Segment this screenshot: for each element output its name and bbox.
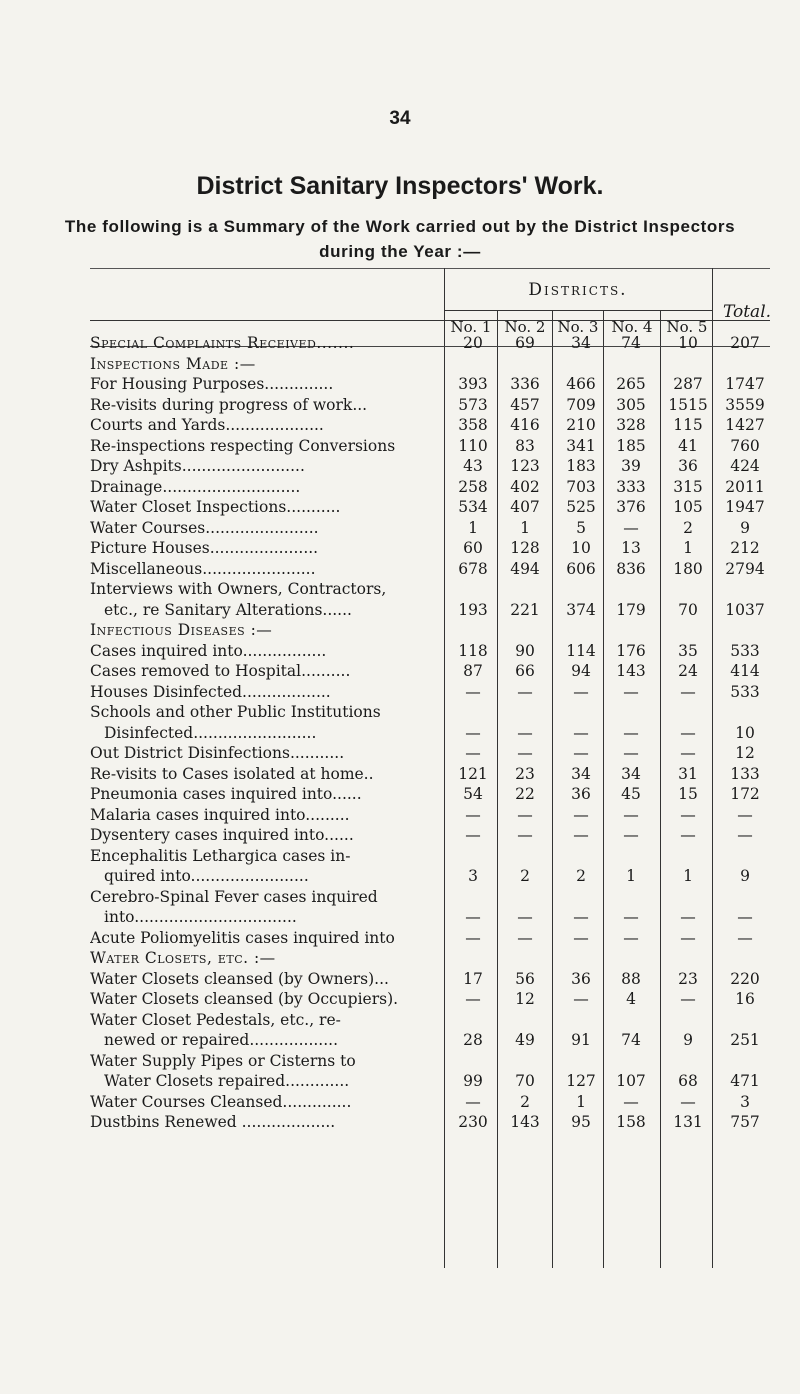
- row-value: 24: [678, 662, 698, 680]
- row-value: —: [573, 682, 589, 701]
- row-total: 1747: [725, 375, 765, 393]
- page-subtitle: The following is a Summary of the Work carried out by the District Inspectors during the Year :—: [64, 217, 736, 261]
- row-value: —: [573, 744, 589, 762]
- row-total: 10: [735, 723, 755, 742]
- row-label: Out District Disinfections...........: [90, 744, 345, 762]
- row-label: Cases inquired into.................: [90, 641, 327, 660]
- row-value: 114: [566, 641, 596, 660]
- row-value: 88: [621, 969, 641, 988]
- row-total: 414: [730, 662, 760, 680]
- row-total: 424: [730, 457, 760, 475]
- row-total: 757: [730, 1113, 760, 1131]
- table-top-rule: [90, 268, 770, 269]
- row-total: 12: [735, 744, 755, 762]
- row-value: 123: [510, 457, 540, 475]
- row-value: 39: [621, 457, 641, 475]
- row-value: —: [680, 990, 696, 1008]
- row-value: —: [573, 990, 589, 1008]
- row-value: —: [573, 908, 589, 926]
- row-value: —: [680, 744, 696, 762]
- row-total: 212: [730, 539, 760, 557]
- row-value: 107: [616, 1072, 646, 1090]
- row-label: Water Closet Inspections...........: [90, 498, 341, 516]
- row-value: 1: [683, 867, 693, 885]
- row-total: 3: [740, 1092, 750, 1111]
- row-value: —: [465, 682, 481, 701]
- row-value: —: [517, 744, 533, 762]
- row-total: 133: [730, 764, 760, 783]
- row-value: 158: [616, 1113, 646, 1131]
- row-value: —: [623, 1092, 639, 1111]
- row-label: Infectious Diseases :—: [90, 621, 273, 639]
- row-value: 305: [616, 395, 646, 414]
- row-value: 23: [515, 764, 535, 783]
- row-value: 121: [458, 764, 488, 783]
- column-header-no2: No. 2: [504, 318, 546, 336]
- row-label: Disinfected.........................: [104, 723, 317, 742]
- row-value: —: [623, 682, 639, 701]
- row-value: 15: [678, 785, 698, 803]
- row-total: 172: [730, 785, 760, 803]
- column-header-no3: No. 3: [557, 318, 599, 336]
- row-value: 341: [566, 436, 596, 455]
- row-value: 4: [626, 990, 636, 1008]
- row-value: 105: [673, 498, 703, 516]
- row-label: Re-inspections respecting Conversions: [90, 436, 396, 455]
- row-value: 183: [566, 457, 596, 475]
- row-label: newed or repaired..................: [104, 1031, 339, 1049]
- row-value: —: [680, 928, 696, 947]
- row-label: Interviews with Owners, Contractors,: [90, 580, 387, 598]
- row-value: 328: [616, 416, 646, 434]
- row-value: 494: [510, 559, 540, 578]
- row-label: Dry Ashpits.........................: [90, 457, 305, 475]
- row-value: —: [465, 990, 481, 1008]
- row-value: 179: [616, 600, 646, 619]
- row-label: Drainage............................: [90, 477, 301, 496]
- row-label: Re-visits to Cases isolated at home..: [90, 764, 374, 783]
- row-label: Water Courses.......................: [90, 518, 319, 537]
- row-value: 43: [463, 457, 483, 475]
- row-value: —: [623, 908, 639, 926]
- row-value: —: [680, 723, 696, 742]
- row-label: Malaria cases inquired into.........: [90, 805, 350, 824]
- row-value: 2: [576, 867, 586, 885]
- column-rule: [660, 310, 661, 1268]
- row-label: Acute Poliomyelitis cases inquired into: [90, 928, 395, 947]
- row-total: 471: [730, 1072, 760, 1090]
- row-value: —: [573, 928, 589, 947]
- row-value: 9: [683, 1031, 693, 1049]
- row-value: 118: [458, 641, 488, 660]
- row-value: 258: [458, 477, 488, 496]
- row-value: 407: [510, 498, 540, 516]
- row-value: —: [680, 826, 696, 844]
- row-value: 36: [571, 785, 591, 803]
- row-label: For Housing Purposes..............: [90, 375, 334, 393]
- row-total: 9: [740, 518, 750, 537]
- row-label: Water Closet Pedestals, etc., re-: [90, 1010, 341, 1029]
- row-value: 287: [673, 375, 703, 393]
- row-value: —: [623, 928, 639, 947]
- row-value: 2: [520, 867, 530, 885]
- row-value: 41: [678, 436, 698, 455]
- row-value: 10: [678, 334, 698, 352]
- column-header-no5: No. 5: [666, 318, 708, 336]
- row-value: —: [623, 518, 639, 537]
- row-value: 143: [616, 662, 646, 680]
- row-label: Dustbins Renewed ...................: [90, 1113, 336, 1131]
- page-title: District Sanitary Inspectors' Work.: [196, 172, 604, 200]
- row-total: 251: [730, 1031, 760, 1049]
- row-value: 836: [616, 559, 646, 578]
- row-value: —: [465, 1092, 481, 1111]
- row-label: Water Closets, etc. :—: [90, 949, 276, 967]
- column-rule: [444, 268, 445, 1268]
- row-value: 54: [463, 785, 483, 803]
- row-value: 22: [515, 785, 535, 803]
- row-value: —: [573, 805, 589, 824]
- row-value: 374: [566, 600, 596, 619]
- row-value: 1: [520, 518, 530, 537]
- row-value: 393: [458, 375, 488, 393]
- row-value: —: [680, 1092, 696, 1111]
- row-value: 176: [616, 641, 646, 660]
- row-value: 2: [520, 1092, 530, 1111]
- row-value: 128: [510, 539, 540, 557]
- row-value: 221: [510, 600, 540, 619]
- row-value: 525: [566, 498, 596, 516]
- row-label: Water Closets cleansed (by Occupiers).: [90, 990, 399, 1008]
- row-value: —: [517, 723, 533, 742]
- row-value: 110: [458, 436, 488, 455]
- row-value: 83: [515, 436, 535, 455]
- row-value: 90: [515, 641, 535, 660]
- row-label: Cases removed to Hospital..........: [90, 662, 351, 680]
- row-value: 36: [571, 969, 591, 988]
- row-value: 87: [463, 662, 483, 680]
- row-value: —: [517, 826, 533, 844]
- row-value: —: [517, 928, 533, 947]
- row-value: 1: [626, 867, 636, 885]
- row-label: Picture Houses......................: [90, 539, 319, 557]
- districts-header: Districts.: [528, 280, 628, 300]
- row-value: 34: [571, 764, 591, 783]
- row-label: Houses Disinfected..................: [90, 682, 331, 701]
- row-value: 23: [678, 969, 698, 988]
- row-total: 220: [730, 969, 760, 988]
- row-value: 180: [673, 559, 703, 578]
- row-value: 74: [621, 1031, 641, 1049]
- row-value: 66: [515, 662, 535, 680]
- row-value: —: [680, 908, 696, 926]
- row-total: 760: [730, 436, 760, 455]
- row-value: 49: [515, 1031, 535, 1049]
- row-value: 45: [621, 785, 641, 803]
- row-value: 13: [621, 539, 641, 557]
- column-header-no1: No. 1: [450, 318, 492, 336]
- row-value: —: [573, 826, 589, 844]
- total-header: Total.: [722, 302, 772, 322]
- row-label: Water Closets repaired.............: [104, 1072, 350, 1090]
- page-number: 34: [389, 108, 411, 129]
- row-value: —: [573, 723, 589, 742]
- row-label: Re-visits during progress of work...: [90, 395, 368, 414]
- row-value: 28: [463, 1031, 483, 1049]
- row-total: —: [737, 908, 753, 926]
- row-value: 94: [571, 662, 591, 680]
- row-value: 143: [510, 1113, 540, 1131]
- row-total: 2011: [725, 477, 765, 496]
- row-value: 95: [571, 1113, 591, 1131]
- row-value: 127: [566, 1072, 596, 1090]
- row-value: 34: [571, 334, 591, 352]
- row-label: Inspections Made :—: [90, 354, 256, 373]
- row-total: 2794: [725, 559, 765, 578]
- row-label: Miscellaneous.......................: [90, 559, 316, 578]
- row-value: —: [465, 744, 481, 762]
- row-value: —: [623, 744, 639, 762]
- row-value: 99: [463, 1072, 483, 1090]
- row-value: 10: [571, 539, 591, 557]
- row-value: 68: [678, 1072, 698, 1090]
- row-value: 402: [510, 477, 540, 496]
- row-value: —: [623, 723, 639, 742]
- row-total: 533: [730, 682, 760, 701]
- row-value: 185: [616, 436, 646, 455]
- row-value: 60: [463, 539, 483, 557]
- row-value: —: [465, 826, 481, 844]
- row-value: 606: [566, 559, 596, 578]
- row-value: 376: [616, 498, 646, 516]
- row-value: 35: [678, 641, 698, 660]
- row-total: —: [737, 805, 753, 824]
- row-value: 34: [621, 764, 641, 783]
- row-total: 1037: [725, 600, 765, 619]
- row-total: 9: [740, 867, 750, 885]
- row-value: —: [680, 805, 696, 824]
- row-value: —: [623, 826, 639, 844]
- row-value: 333: [616, 477, 646, 496]
- row-label: quired into........................: [104, 867, 309, 885]
- row-value: 70: [678, 600, 698, 619]
- row-label: Schools and other Public Institutions: [90, 703, 381, 721]
- row-value: 265: [616, 375, 646, 393]
- row-label: Courts and Yards....................: [90, 416, 324, 434]
- row-value: 315: [673, 477, 703, 496]
- row-value: 573: [458, 395, 488, 414]
- row-value: 678: [458, 559, 488, 578]
- row-label: into.................................: [104, 908, 297, 926]
- row-value: —: [623, 805, 639, 824]
- row-value: 534: [458, 498, 488, 516]
- row-value: 115: [673, 416, 703, 434]
- row-total: 1427: [725, 416, 765, 434]
- row-value: —: [465, 723, 481, 742]
- column-rule: [552, 310, 553, 1268]
- row-value: 91: [571, 1031, 591, 1049]
- row-value: 466: [566, 375, 596, 393]
- row-total: —: [737, 826, 753, 844]
- row-value: 336: [510, 375, 540, 393]
- row-value: 1: [683, 539, 693, 557]
- row-label: Pneumonia cases inquired into......: [90, 785, 362, 803]
- row-value: 193: [458, 600, 488, 619]
- row-total: 207: [730, 334, 760, 352]
- row-value: 69: [515, 334, 535, 352]
- row-value: —: [517, 682, 533, 701]
- row-total: 1947: [725, 498, 765, 516]
- row-total: —: [737, 928, 753, 947]
- row-value: 5: [576, 518, 586, 537]
- row-label: Special Complaints Received.......: [90, 334, 355, 352]
- row-value: —: [465, 908, 481, 926]
- row-value: 70: [515, 1072, 535, 1090]
- row-value: 131: [673, 1113, 703, 1131]
- row-total: 3559: [725, 395, 765, 414]
- row-value: 74: [621, 334, 641, 352]
- row-value: 210: [566, 416, 596, 434]
- row-value: 230: [458, 1113, 488, 1131]
- row-total: 533: [730, 641, 760, 660]
- row-label: etc., re Sanitary Alterations......: [104, 600, 352, 619]
- districts-divider: [444, 310, 712, 311]
- row-label: Encephalitis Lethargica cases in-: [90, 846, 351, 865]
- row-value: 416: [510, 416, 540, 434]
- row-value: —: [517, 805, 533, 824]
- row-value: 3: [468, 867, 478, 885]
- row-value: 56: [515, 969, 535, 988]
- row-value: 17: [463, 969, 483, 988]
- row-label: Water Closets cleansed (by Owners)...: [90, 969, 389, 988]
- row-value: 20: [463, 334, 483, 352]
- row-label: Cerebro-Spinal Fever cases inquired: [90, 887, 378, 906]
- row-value: 36: [678, 457, 698, 475]
- row-value: 1: [468, 518, 478, 537]
- row-value: 12: [515, 990, 535, 1008]
- row-value: 703: [566, 477, 596, 496]
- row-value: —: [680, 682, 696, 701]
- row-value: 709: [566, 395, 596, 414]
- row-label: Water Courses Cleansed..............: [90, 1092, 352, 1111]
- row-value: —: [517, 908, 533, 926]
- row-value: 358: [458, 416, 488, 434]
- row-value: 31: [678, 764, 698, 783]
- row-value: —: [465, 805, 481, 824]
- row-value: 1: [576, 1092, 586, 1111]
- row-value: —: [465, 928, 481, 947]
- row-value: 2: [683, 518, 693, 537]
- row-value: 457: [510, 395, 540, 414]
- row-label: Water Supply Pipes or Cisterns to: [90, 1051, 356, 1070]
- row-total: 16: [735, 990, 755, 1008]
- row-value: 1515: [668, 395, 708, 414]
- column-header-no4: No. 4: [611, 318, 653, 336]
- row-label: Dysentery cases inquired into......: [90, 826, 354, 844]
